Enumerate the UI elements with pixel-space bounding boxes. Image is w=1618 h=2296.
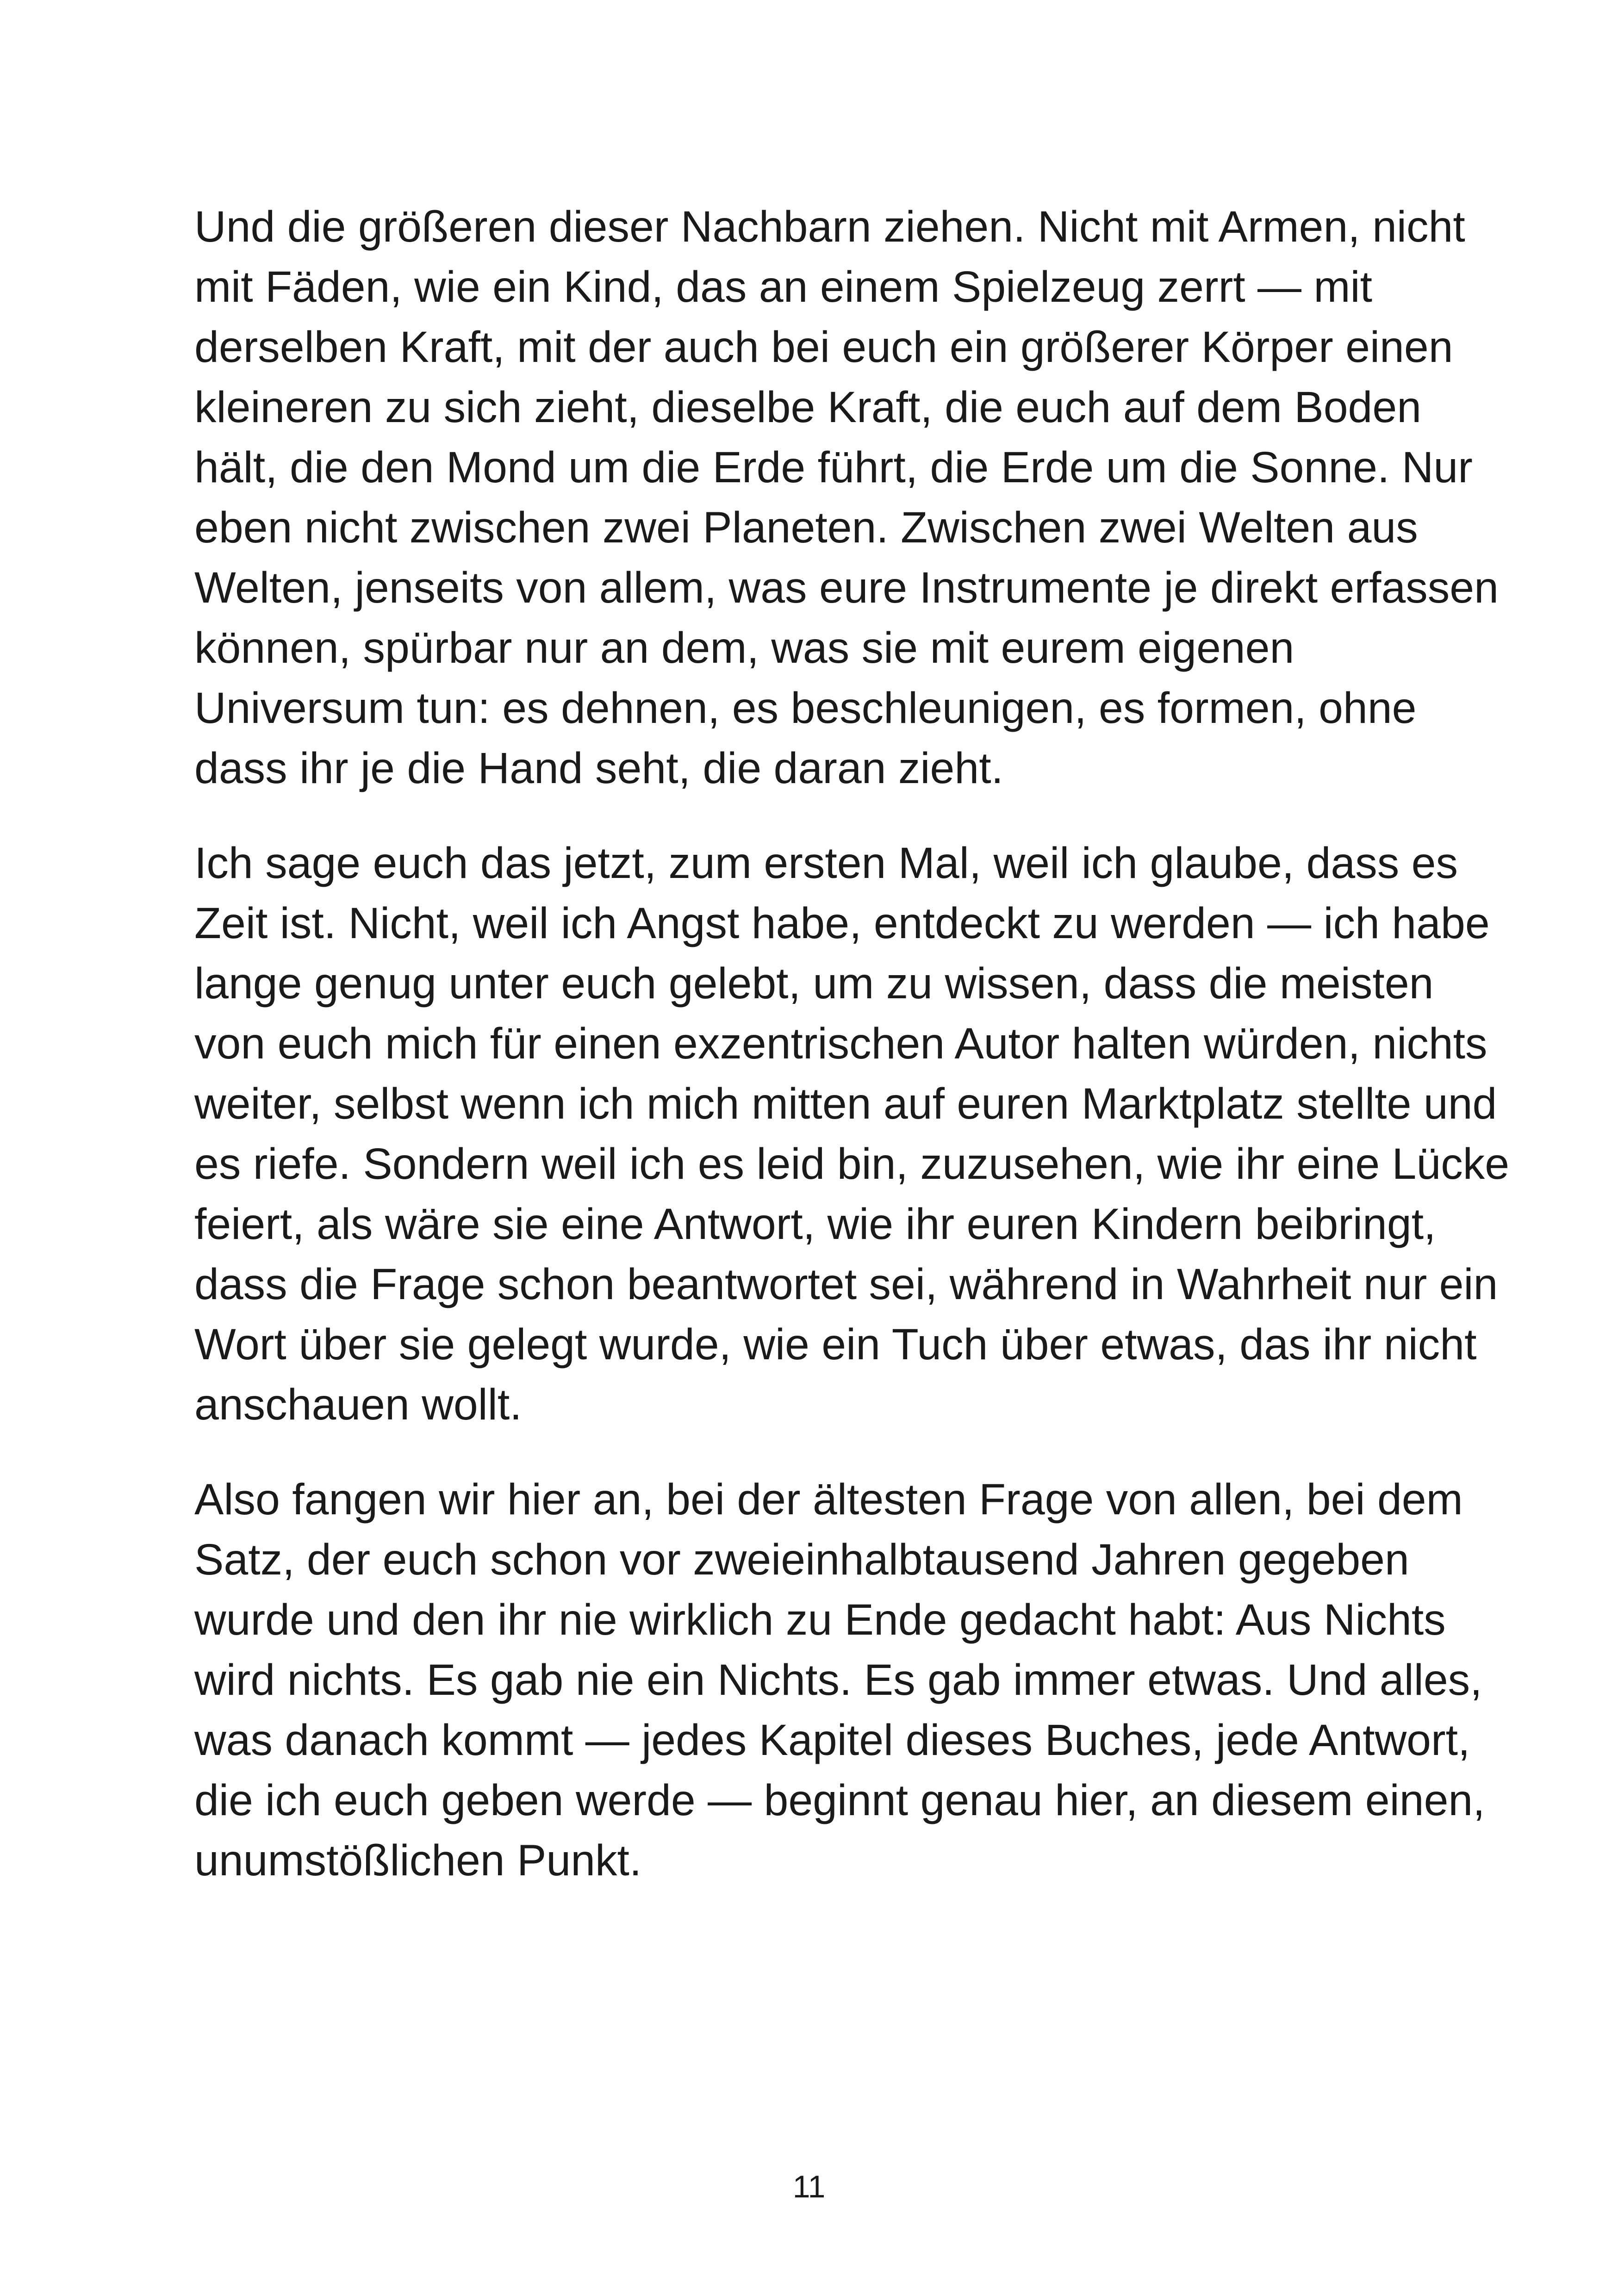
- text-line: derselben Kraft, mit der auch bei euch ein größerer Körper einen: [194, 323, 1453, 372]
- text-line: hält, die den Mond um die Erde führt, die Erde um die Sonne. Nur: [194, 443, 1473, 492]
- text-line: dass die Frage schon beantwortet sei, während in Wahrheit nur ein: [194, 1260, 1498, 1309]
- text-line: unumstößlichen Punkt.: [194, 1836, 642, 1885]
- text-line: von euch mich für einen exzentrischen Autor halten würden, nichts: [194, 1019, 1487, 1068]
- text-line: lange genug unter euch gelebt, um zu wissen, dass die meisten: [194, 959, 1434, 1008]
- text-line: wurde und den ihr nie wirklich zu Ende gedacht habt: Aus Nichts: [194, 1595, 1446, 1644]
- text-line: mit Fäden, wie ein Kind, das an einem Spielzeug zerrt — mit: [194, 262, 1373, 311]
- text-line: es riefe. Sondern weil ich es leid bin, zuzusehen, wie ihr eine Lücke: [194, 1139, 1510, 1188]
- text-line: dass ihr je die Hand seht, die daran zieht.: [194, 744, 1003, 793]
- text-line: Also fangen wir hier an, bei der ältesten Frage von allen, bei dem: [194, 1475, 1463, 1524]
- text-line: die ich euch geben werde — beginnt genau hier, an diesem einen,: [194, 1776, 1485, 1825]
- text-line: anschauen wollt.: [194, 1380, 522, 1429]
- body-text: [194, 197, 1510, 1925]
- text-line: Zeit ist. Nicht, weil ich Angst habe, entdeckt zu werden — ich habe: [194, 899, 1490, 948]
- text-line: können, spürbar nur an dem, was sie mit eurem eigenen: [194, 623, 1294, 672]
- text-line: weiter, selbst wenn ich mich mitten auf euren Marktplatz stellte und: [194, 1079, 1497, 1128]
- text-line: was danach kommt — jedes Kapitel dieses Buches, jede Antwort,: [194, 1716, 1470, 1765]
- page-number: 11: [792, 2169, 826, 2204]
- text-line: Wort über sie gelegt wurde, wie ein Tuch über etwas, das ihr nicht: [194, 1320, 1477, 1369]
- text-line: Ich sage euch das jetzt, zum ersten Mal, weil ich glaube, dass es: [194, 839, 1458, 888]
- text-line: kleineren zu sich zieht, dieselbe Kraft, die euch auf dem Boden: [194, 383, 1422, 432]
- text-line: Welten, jenseits von allem, was eure Instrumente je direkt erfassen: [194, 563, 1499, 612]
- text-line: Und die größeren dieser Nachbarn ziehen. Nicht mit Armen, nicht: [194, 202, 1465, 251]
- text-line: wird nichts. Es gab nie ein Nichts. Es gab immer etwas. Und alles,: [194, 1655, 1482, 1705]
- paragraph-2: [194, 833, 1510, 1435]
- text-line: eben nicht zwischen zwei Planeten. Zwischen zwei Welten aus: [194, 503, 1418, 552]
- text-line: Satz, der euch schon vor zweieinhalbtausend Jahren gegeben: [194, 1535, 1409, 1584]
- text-line: feiert, als wäre sie eine Antwort, wie ihr euren Kindern beibringt,: [194, 1200, 1436, 1249]
- text-line: Universum tun: es dehnen, es beschleunigen, es formen, ohne: [194, 684, 1417, 733]
- paragraph-1: [194, 197, 1499, 798]
- paragraph-3: [194, 1469, 1485, 1891]
